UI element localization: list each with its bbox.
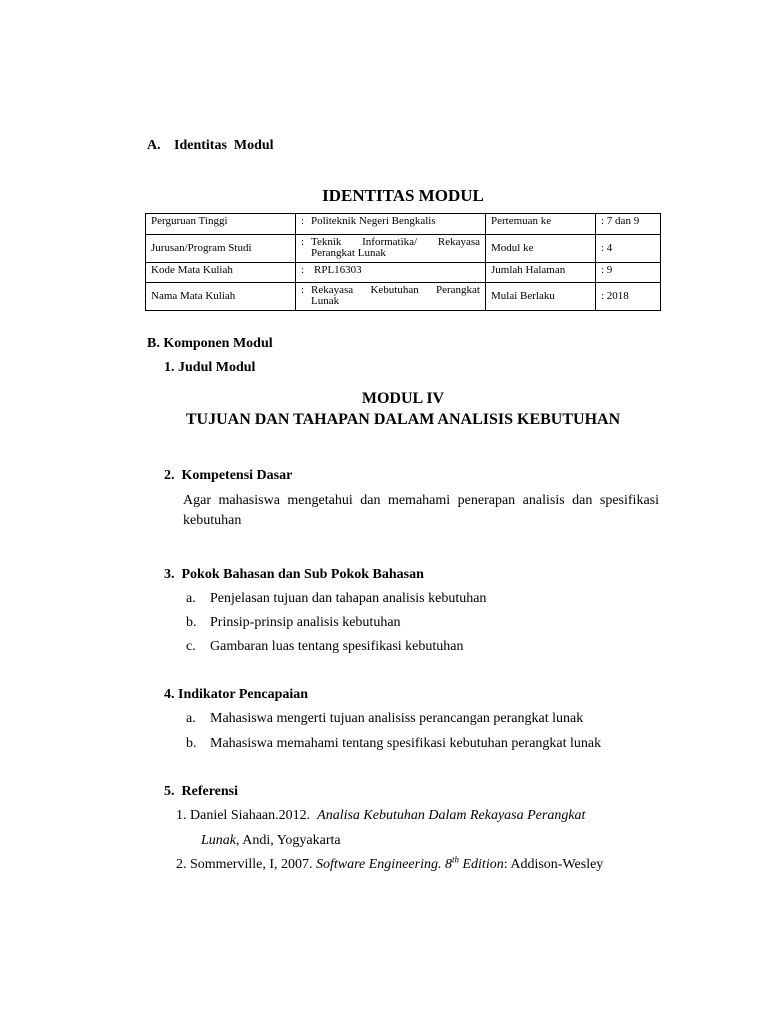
list-item-text: Gambaran luas tentang spesifikasi kebutuhan xyxy=(210,639,464,654)
reference-prefix: 2. Sommerville, I, 2007. xyxy=(176,857,316,872)
reference-suffix: , Andi, Yogyakarta xyxy=(236,833,341,848)
reference-title: Analisa Kebutuhan Dalam Rekayasa Perangkat xyxy=(317,808,586,823)
table-row xyxy=(146,214,661,235)
identitas-modul-title: IDENTITAS MODUL xyxy=(322,186,484,205)
table-row xyxy=(146,235,661,263)
table-row xyxy=(146,263,661,283)
table-cell-label: Mulai Berlaku xyxy=(486,283,596,311)
reference-item-continued xyxy=(201,833,341,849)
reference-item xyxy=(176,808,585,824)
referensi-heading: 5. Referensi xyxy=(164,784,238,799)
reference-prefix: 1. Daniel Siahaan.2012. xyxy=(176,808,318,823)
table-cell-value xyxy=(296,214,486,235)
table-cell-value xyxy=(296,235,486,263)
pokok-bahasan-heading: 3. Pokok Bahasan dan Sub Pokok Bahasan xyxy=(164,567,424,582)
list-item xyxy=(186,591,486,607)
list-item-text: Prinsip-prinsip analisis kebutuhan xyxy=(210,615,401,630)
list-item xyxy=(186,615,401,631)
identitas-table xyxy=(145,213,661,311)
table-cell-label: Modul ke xyxy=(486,235,596,263)
reference-item xyxy=(176,854,604,873)
list-item-text: Mahasiswa mengerti tujuan analisiss perancangan perangkat lunak xyxy=(210,711,584,726)
reference-edition: Edition xyxy=(458,857,504,872)
list-item-marker: c. xyxy=(186,639,196,654)
list-item-text: Penjelasan tujuan dan tahapan analisis kebutuhan xyxy=(210,591,487,606)
table-cell-value xyxy=(296,283,486,311)
table-cell-colon: : xyxy=(301,215,305,227)
table-cell-value-text: Rekayasa Kebutuhan Perangkat Lunak xyxy=(311,284,480,307)
table-cell-colon: : xyxy=(301,264,305,276)
kompetensi-text: Agar mahasiswa mengetahui dan memahami penerapan analisis dan spesifikasi kebutuhan xyxy=(183,493,659,528)
table-cell-value: : 7 dan 9 xyxy=(596,214,661,235)
modul-title-line1: MODUL IV xyxy=(361,390,445,407)
table-cell-value: : 9 xyxy=(596,263,661,283)
table-cell-value-text: RPL16303 xyxy=(314,264,362,276)
list-item-marker: a. xyxy=(186,591,196,606)
section-a-marker: A. xyxy=(147,138,161,153)
list-item xyxy=(186,736,601,752)
table-cell-colon: : xyxy=(301,236,305,248)
reference-title: Software Engineering. 8 xyxy=(316,857,452,872)
list-item-marker: b. xyxy=(186,615,197,630)
table-cell-label: Perguruan Tinggi xyxy=(146,214,296,235)
table-cell-label: Pertemuan ke xyxy=(486,214,596,235)
table-cell-value: : 4 xyxy=(596,235,661,263)
table-cell-value-text: Teknik Informatika/ Rekayasa Perangkat Lunak xyxy=(311,236,483,259)
kompetensi-heading: 2. Kompetensi Dasar xyxy=(164,468,293,483)
list-item-text: Mahasiswa memahami tentang spesifikasi kebutuhan perangkat lunak xyxy=(210,736,602,751)
section-a-heading xyxy=(147,138,274,154)
list-item xyxy=(186,639,463,655)
table-cell-label: Nama Mata Kuliah xyxy=(146,283,296,311)
judul-modul-heading: 1. Judul Modul xyxy=(164,360,256,375)
table-cell-value xyxy=(296,263,486,283)
list-item-marker: a. xyxy=(186,711,196,726)
reference-superscript: th xyxy=(451,854,459,865)
section-a-title: Identitas Modul xyxy=(174,138,274,153)
table-cell-label: Kode Mata Kuliah xyxy=(146,263,296,283)
section-b-heading: B. Komponen Modul xyxy=(147,336,273,351)
list-item xyxy=(186,711,583,727)
list-item-marker: b. xyxy=(186,736,197,751)
table-cell-value-text: Politeknik Negeri Bengkalis xyxy=(311,215,436,227)
table-cell-colon: : xyxy=(301,284,305,296)
reference-suffix: : Addison-Wesley xyxy=(503,857,604,872)
table-row xyxy=(146,283,661,311)
table-cell-label: Jumlah Halaman xyxy=(486,263,596,283)
indikator-heading: 4. Indikator Pencapaian xyxy=(164,687,309,702)
reference-title: Lunak xyxy=(201,833,236,848)
table-cell-label: Jurusan/Program Studi xyxy=(146,235,296,263)
modul-title-line2: TUJUAN DAN TAHAPAN DALAM ANALISIS KEBUTUHAN xyxy=(185,411,621,428)
table-cell-value: : 2018 xyxy=(596,283,661,311)
